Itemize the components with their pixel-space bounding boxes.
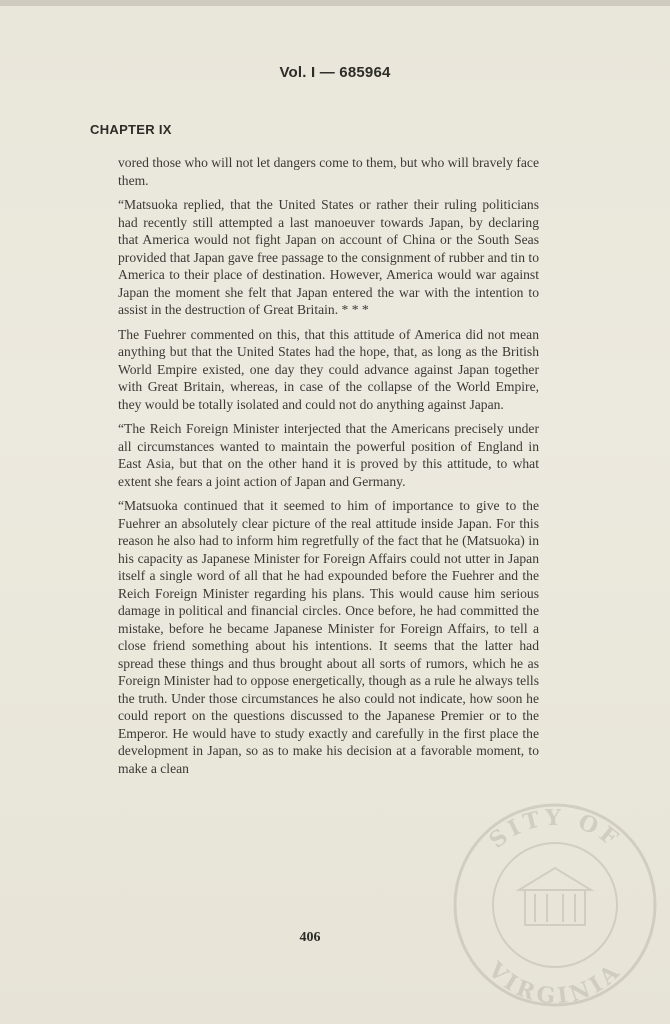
paragraph: “Matsuoka replied, that the United States or rather their ruling politicians had recently still attempted a last manoeuver towards Japan, by declaring that America would not fight Japan on account of China or the South Seas provided that Japan gave free passage to the consignment of rubber and tin to America to their place of destination. However, America would war against Japan the moment she felt that Japan entered the war with the intention to assist in the destruction of Great Britain. * * * [118, 197, 539, 317]
university-seal-watermark [445, 790, 665, 1010]
volume-header: Vol. I — 685964 [279, 64, 391, 81]
paragraph: vored those who will not let dangers come to them, but who will bravely face them. [118, 155, 539, 188]
seal-text-bottom: VIRGINIA [482, 957, 628, 1010]
page-top-edge [0, 0, 670, 6]
seal-building-icon [519, 868, 591, 925]
body-text [118, 154, 539, 784]
page-number: 406 [299, 930, 321, 945]
seal-text-top: SITY OF [484, 804, 626, 854]
chapter-heading: CHAPTER IX [90, 122, 172, 137]
paragraph: “Matsuoka continued that it seemed to him of importance to give to the Fuehrer an absolutely clear picture of the real attitude inside Japan. For this reason he also had to inform him regretfully of the fact that he (Matsuoka) in his capacity as Japanese Minister for Foreign Affairs could not utter in Japan itself a single word of all that he had expounded before the Fuehrer and the Reich Foreign Minister regarding his plans. This would cause him serious damage in political and financial circles. Once before, he had committed the mistake, before he became Japanese Minister for Foreign Affairs, to tell a close friend something about his intentions. It seems that the latter had spread these things and thus brought about all sorts of rumors, which he as Foreign Minister had to oppose energetically, though as a rule he always tells the truth. Under those circumstances he also could not indicate, how soon he could report on the questions discussed to the Japanese Premier or to the Emperor. He would have to study exactly and carefully in the first place the development in Japan, so as to make his decision at a favorable moment, to make a clean [118, 498, 539, 776]
paragraph: The Fuehrer commented on this, that this attitude of America did not mean anything but that the United States had the hope, that, as long as the British World Empire existed, one day they could advance against Japan together with Great Britain, whereas, in case of the collapse of the World Empire, they would be totally isolated and could not do anything against Japan. [118, 326, 539, 412]
paragraph: “The Reich Foreign Minister interjected that the Americans precisely under all circumstances wanted to maintain the powerful position of England in East Asia, but that on the other hand it is proved by this attitude, to what extent she fears a joint action of Japan and Germany. [118, 421, 539, 489]
